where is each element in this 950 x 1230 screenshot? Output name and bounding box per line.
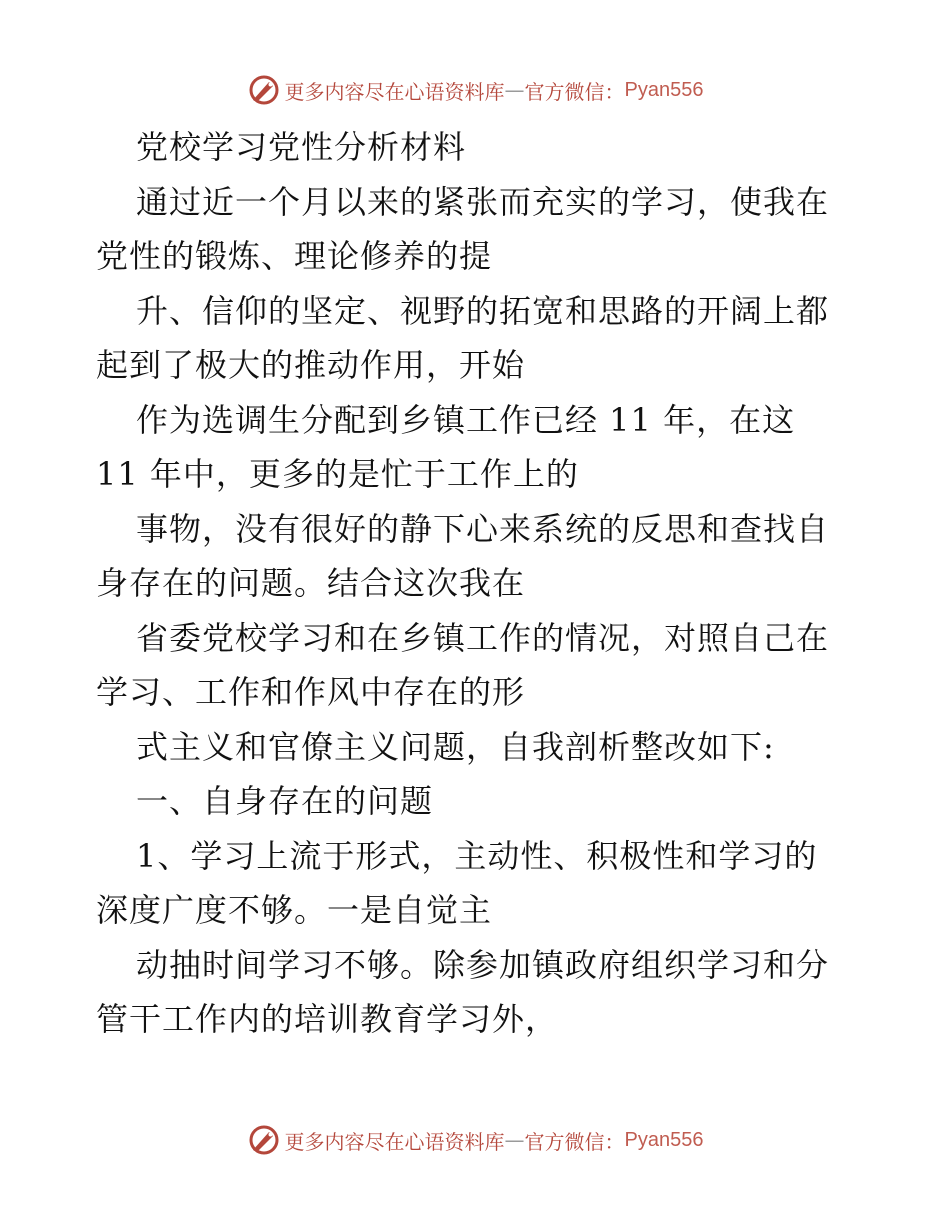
paragraph-line: 作为选调生分配到乡镇工作已经 11 年，在这 (136, 400, 796, 439)
pen-nib-circle-icon (247, 1123, 281, 1157)
paragraph-line: 管干工作内的培训教育学习外， (96, 1000, 559, 1038)
header-banner-separator: — (504, 78, 525, 102)
paragraph-line: 动抽时间学习不够。除参加镇政府组织学习和分 (136, 945, 830, 984)
paragraph-line: 身存在的问题。结合这次我在 (96, 564, 526, 602)
paragraph-line: 通过近一个月以来的紧张而充实的学习，使我在 (136, 182, 830, 221)
footer-banner-text: 更多内容尽在心语资料库 (284, 1129, 505, 1154)
footer-watermark-banner (0, 1120, 950, 1160)
paragraph-line: 深度广度不够。一是自觉主 (96, 891, 493, 929)
header-banner-text: 更多内容尽在心语资料库 (284, 79, 505, 104)
paragraph-line: 升、信仰的坚定、视野的拓宽和思路的开阔上都 (136, 291, 830, 330)
paragraph-line: 1、学习上流于形式，主动性、积极性和学习的 (136, 836, 818, 875)
header-watermark-banner (0, 70, 950, 110)
document-body (96, 120, 866, 1047)
document-title: 党校学习党性分析材料 (136, 128, 467, 166)
header-banner-handle: Pyan556 (624, 78, 704, 101)
footer-banner-separator: — (504, 1128, 525, 1152)
paragraph-line: 11 年中，更多的是忙于工作上的 (96, 455, 579, 493)
section-heading: 一、自身存在的问题 (136, 782, 434, 820)
paragraph-line: 省委党校学习和在乡镇工作的情况，对照自己在 (136, 618, 830, 657)
paragraph-line: 党性的锻炼、理论修养的提 (96, 237, 493, 275)
paragraph-line: 事物，没有很好的静下心来系统的反思和查找自 (136, 509, 830, 548)
footer-banner-handle: Pyan556 (624, 1128, 704, 1151)
paragraph-line: 式主义和官僚主义问题，自我剖析整改如下: (136, 727, 775, 766)
footer-banner-label: 官方微信： (524, 1129, 625, 1154)
pen-nib-circle-icon (247, 73, 281, 107)
paragraph-line: 起到了极大的推动作用，开始 (96, 346, 526, 384)
header-banner-label: 官方微信： (524, 79, 625, 104)
paragraph-line: 学习、工作和作风中存在的形 (96, 673, 526, 711)
